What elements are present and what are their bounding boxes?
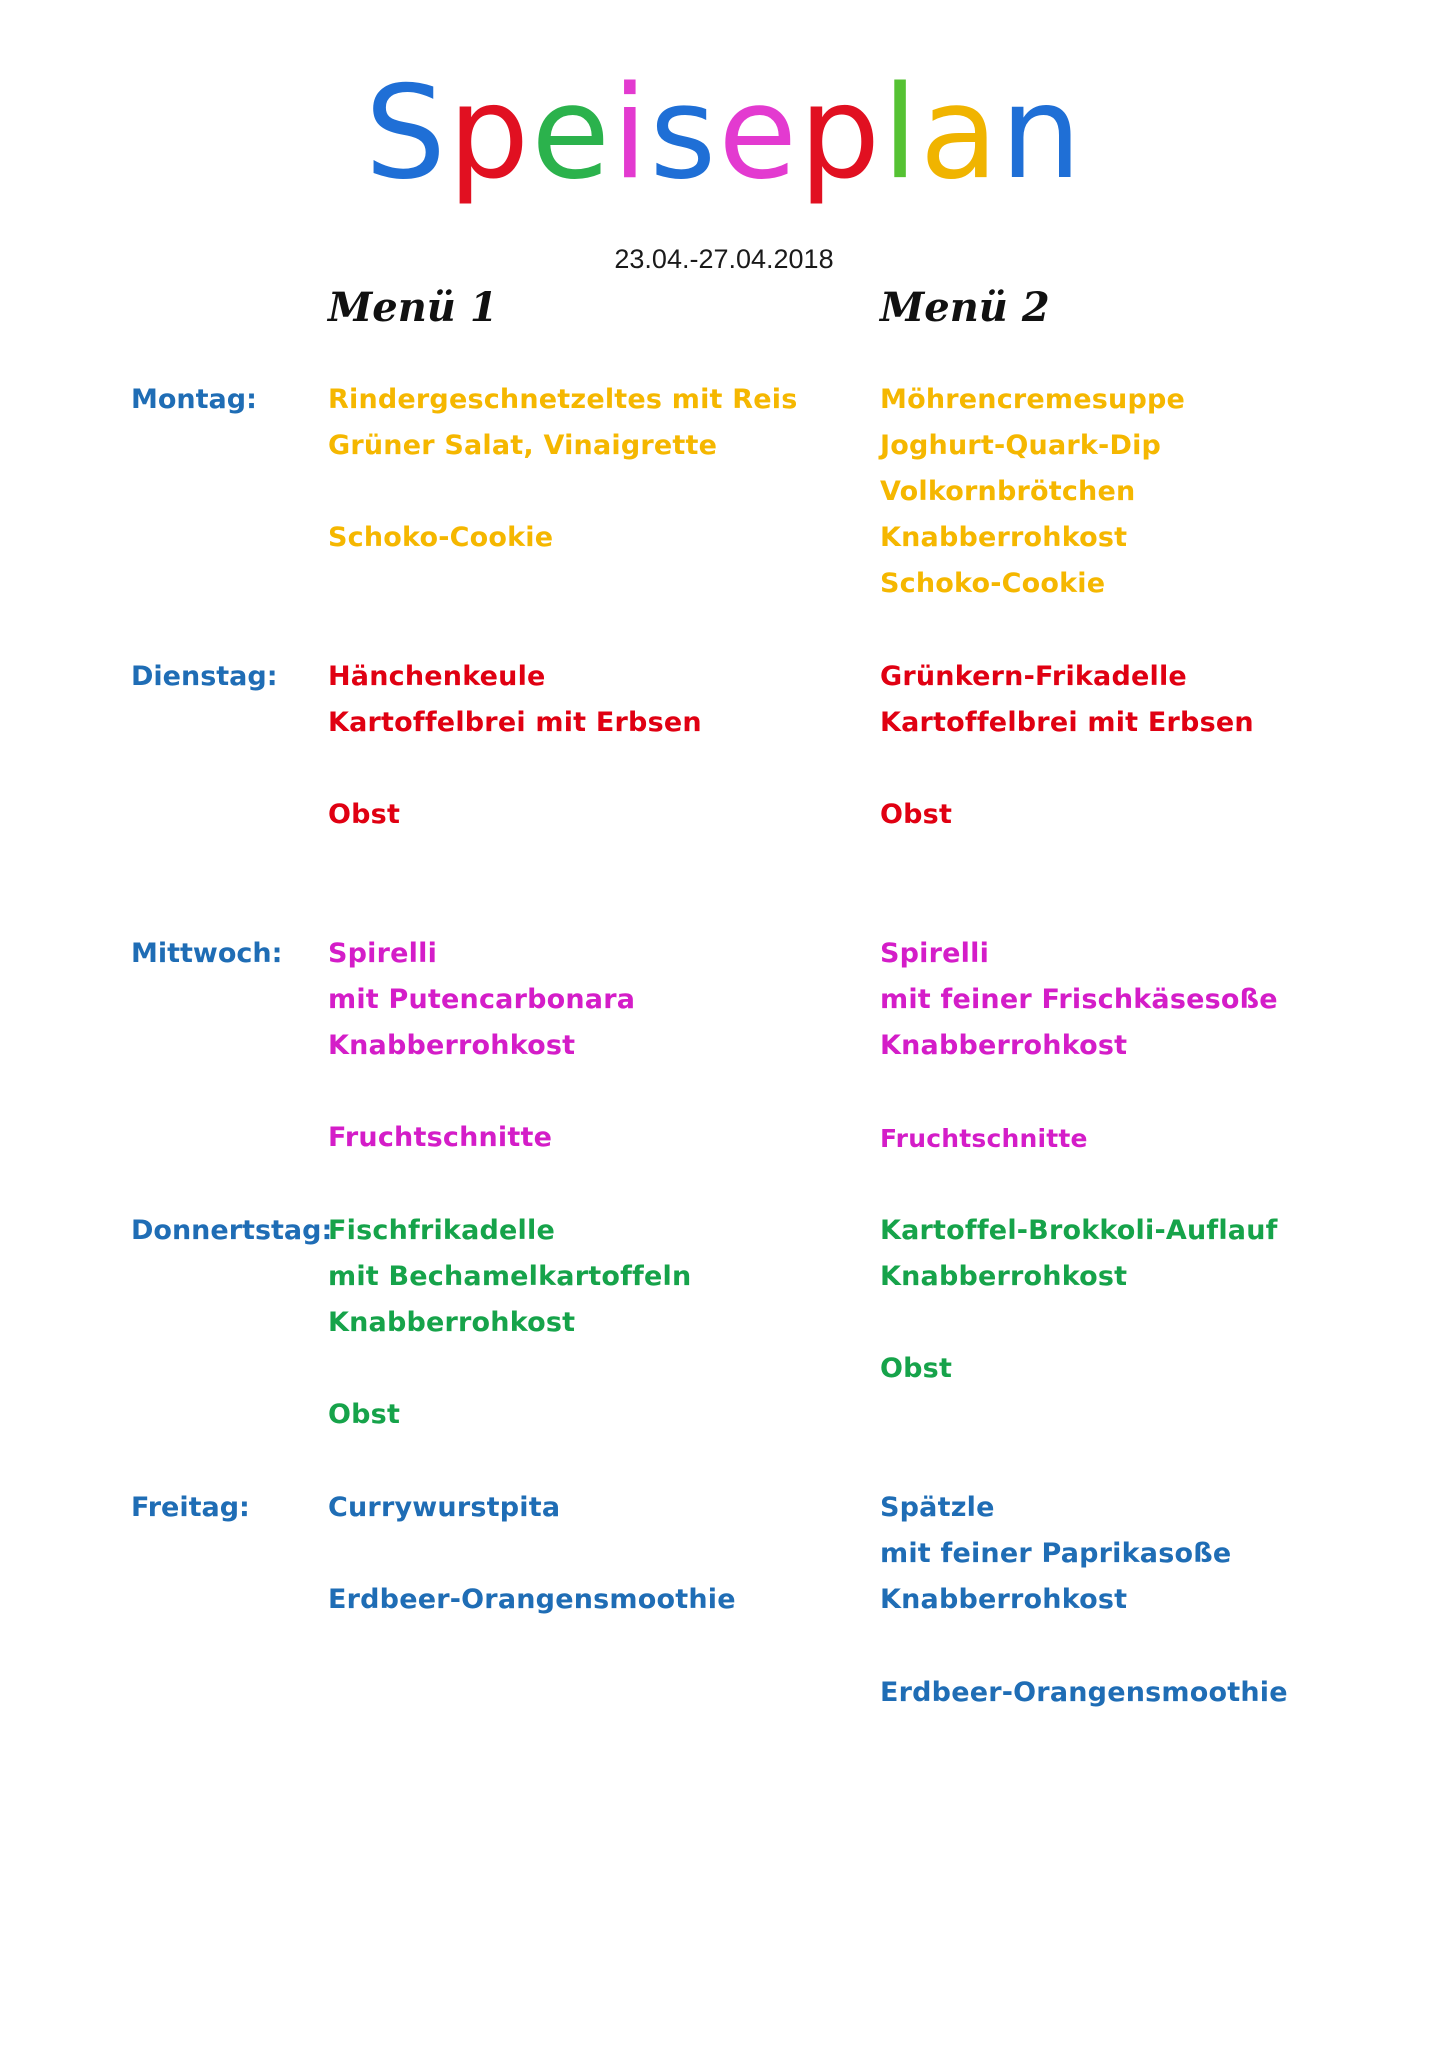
menu2-item: Kartoffelbrei mit Erbsen	[880, 707, 1254, 738]
day-label-donnerstag: Donnertstag:	[131, 1215, 333, 1246]
menu2-item: Joghurt-Quark-Dip	[880, 430, 1162, 461]
menu2-item: mit feiner Frischkäsesoße	[880, 984, 1278, 1015]
menu1-item: Knabberrohkost	[328, 1030, 576, 1061]
title-letter: s	[649, 59, 719, 208]
menu2-item: Erdbeer-Orangensmoothie	[880, 1677, 1288, 1708]
menu2-item: mit feiner Paprikasoße	[880, 1538, 1232, 1569]
menu2-item: Knabberrohkost	[880, 1584, 1128, 1615]
menu2-item: Volkornbrötchen	[880, 476, 1136, 507]
day-label-dienstag: Dienstag:	[131, 661, 278, 692]
menu1-item: Fischfrikadelle	[328, 1215, 555, 1246]
menu1-heading: Menü 1	[328, 284, 498, 331]
menu2-item: Grünkern-Frikadelle	[880, 661, 1187, 692]
title-letter: n	[1000, 59, 1084, 208]
title-letter: p	[447, 59, 532, 208]
title-letter: p	[798, 59, 883, 208]
menu2-item: Kartoffel-Brokkoli-Auflauf	[880, 1215, 1278, 1246]
menu1-item: Currywurstpita	[328, 1492, 561, 1523]
title-letter: a	[919, 59, 1001, 208]
day-label-freitag: Freitag:	[131, 1492, 250, 1523]
menu2-item: Schoko-Cookie	[880, 568, 1106, 599]
menu2-item: Fruchtschnitte	[880, 1124, 1088, 1153]
menu1-item: Obst	[328, 799, 401, 830]
menu1-item: Spirelli	[328, 938, 438, 969]
menu1-item: Fruchtschnitte	[328, 1122, 553, 1153]
menu1-item: Erdbeer-Orangensmoothie	[328, 1584, 736, 1615]
menu2-item: Spätzle	[880, 1492, 995, 1523]
menu2-item: Knabberrohkost	[880, 522, 1128, 553]
menu2-item: Knabberrohkost	[880, 1030, 1128, 1061]
menu1-item: Rindergeschnetzeltes mit Reis	[328, 384, 798, 415]
menu2-item: Obst	[880, 799, 953, 830]
menu1-item: Obst	[328, 1399, 401, 1430]
title-letter: i	[611, 59, 650, 208]
date-range: 23.04.-27.04.2018	[614, 244, 834, 274]
page-title	[0, 59, 1448, 208]
title-letter: e	[531, 59, 612, 208]
menu1-item: Schoko-Cookie	[328, 522, 554, 553]
menu2-item: Knabberrohkost	[880, 1261, 1128, 1292]
menu2-item: Obst	[880, 1353, 953, 1384]
day-label-montag: Montag:	[131, 384, 257, 415]
title-letter: e	[718, 59, 799, 208]
title-letter: S	[364, 59, 448, 208]
menu2-heading: Menü 2	[880, 284, 1050, 331]
menu1-item: mit Bechamelkartoffeln	[328, 1261, 692, 1292]
menu1-item: Grüner Salat, Vinaigrette	[328, 430, 718, 461]
title-letter: l	[882, 59, 920, 208]
menu2-item: Spirelli	[880, 938, 990, 969]
menu2-item: Möhrencremesuppe	[880, 384, 1186, 415]
menu1-item: Hänchenkeule	[328, 661, 546, 692]
day-label-mittwoch: Mittwoch:	[131, 938, 283, 969]
menu1-item: Knabberrohkost	[328, 1307, 576, 1338]
menu1-item: mit Putencarbonara	[328, 984, 636, 1015]
menu1-item: Kartoffelbrei mit Erbsen	[328, 707, 702, 738]
